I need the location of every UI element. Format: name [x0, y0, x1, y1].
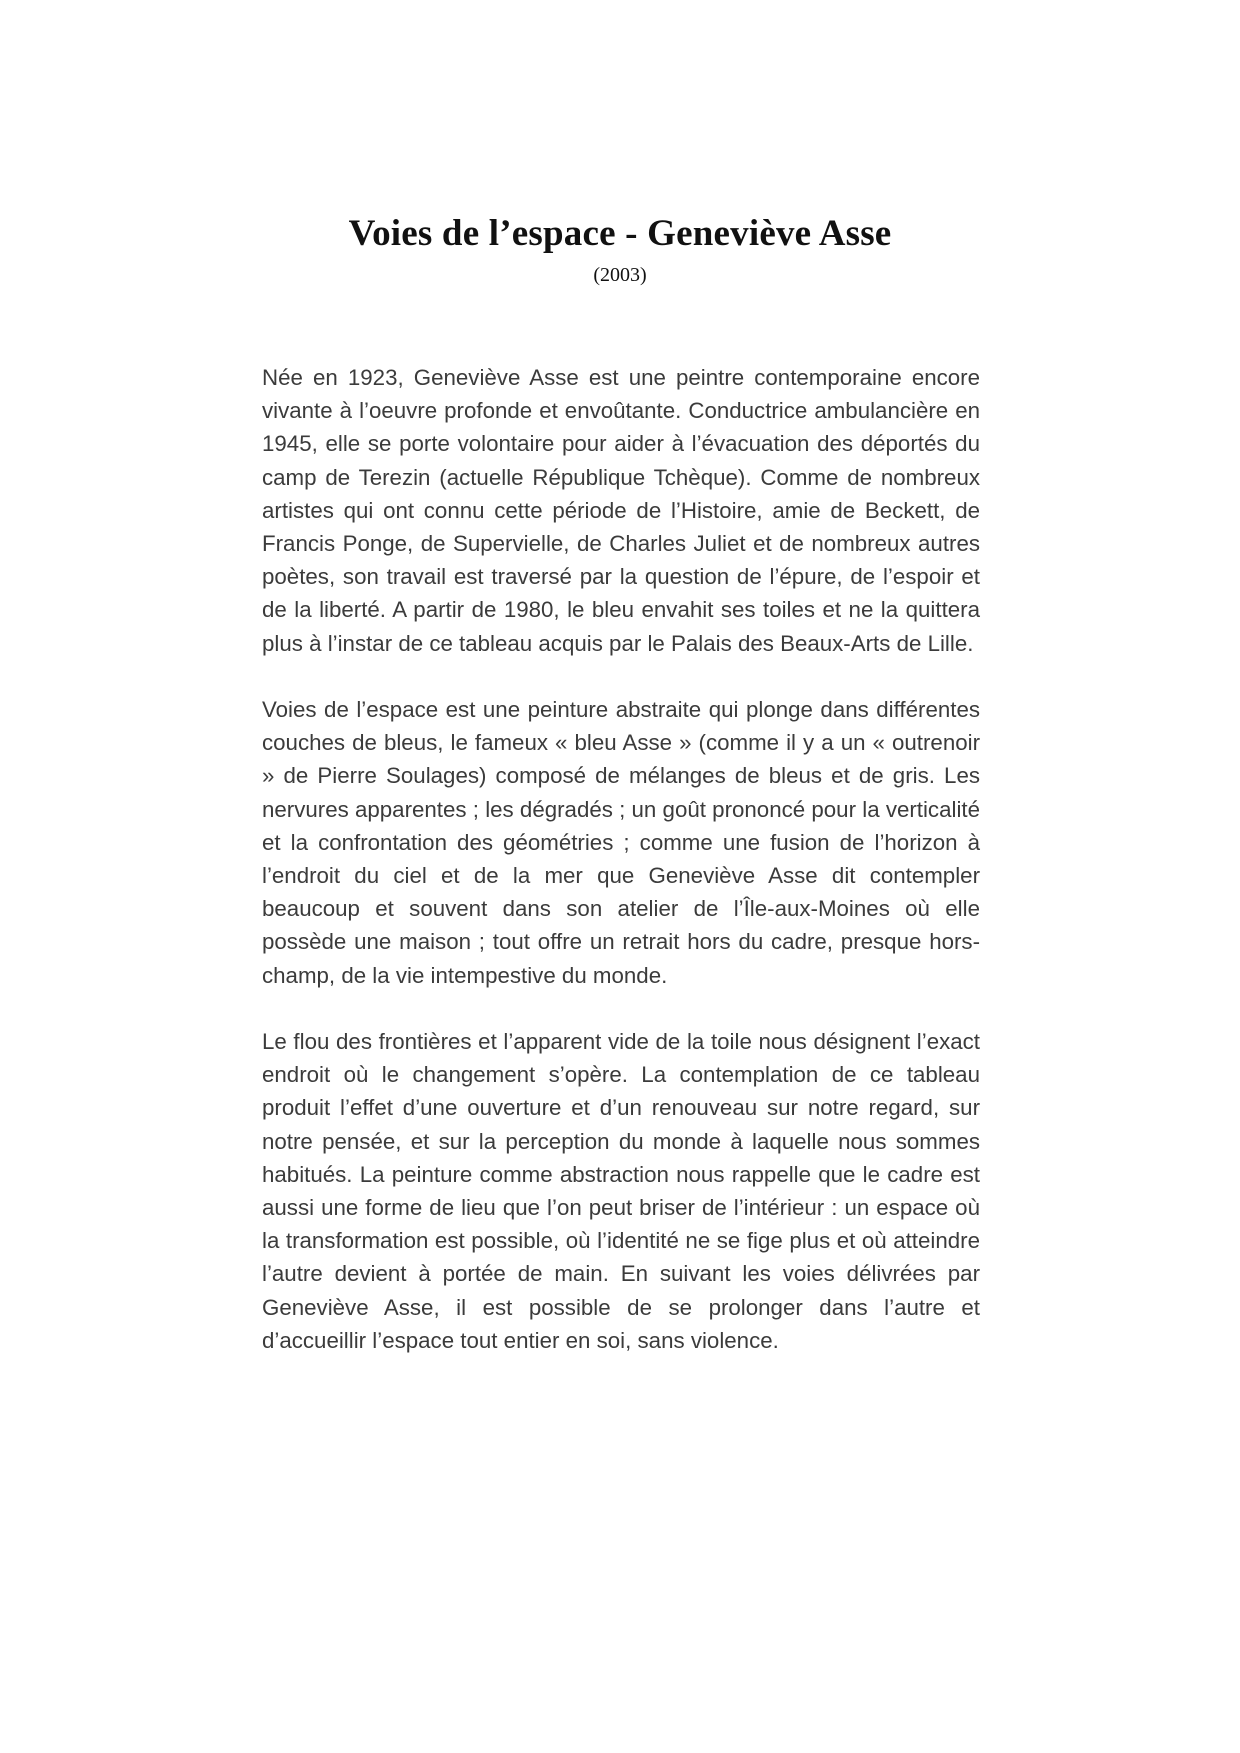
paragraph-interpretation: Le flou des frontières et l’apparent vide de la toile nous désignent l’exact endroit où le changement s’opère. La contemplation de ce tableau produit l’effet d’une ouverture et d’un renouveau sur notre regard, sur notre pensée, et sur la perception du monde à laquelle nous sommes habitués. La peinture comme abstraction nous rappelle que le cadre est aussi une forme de lieu que l’on peut briser de l’intérieur : un espace où la transformation est possible, où l’identité ne se fige plus et où atteindre l’autre devient à portée de main. En suivant les voies délivrées par Geneviève Asse, il est possible de se prolonger dans l’autre et d’accueillir l’espace tout entier en soi, sans violence.	[262, 1029, 980, 1353]
paragraph-description: Voies de l’espace est une peinture abstraite qui plonge dans différentes couches de bleus, le fameux « bleu Asse » (comme il y a un « outrenoir » de Pierre Soulages) composé de mélanges de bleus et de gris. Les nervures apparentes ; les dégradés ; un goût prononcé pour la verticalité et la confrontation des géométries ; comme une fusion de l’horizon à l’endroit du ciel et de la mer que Geneviève Asse dit contempler beaucoup et souvent dans son atelier de l’Île-aux-Moines où elle possède une maison ; tout offre un retrait hors du cadre, presque hors-champ, de la vie intempestive du monde.	[262, 697, 980, 988]
document-body	[262, 361, 980, 1390]
paragraph-biography: Née en 1923, Geneviève Asse est une peintre contemporaine encore vivante à l’oeuvre profonde et envoûtante. Conductrice ambulancière en 1945, elle se porte volontaire pour aider à l’évacuation des déportés du camp de Terezin (actuelle République Tchèque). Comme de nombreux artistes qui ont connu cette période de l’Histoire, amie de Beckett, de Francis Ponge, de Supervielle, de Charles Juliet et de nombreux autres poètes, son travail est traversé par la question de l’épure, de l’espoir et de la liberté. A partir de 1980, le bleu envahit ses toiles et ne la quittera plus à l’instar de ce tableau acquis par le Palais des Beaux-Arts de Lille.	[262, 365, 980, 656]
document-title: Voies de l’espace - Geneviève Asse	[348, 213, 892, 254]
document-year: (2003)	[593, 264, 647, 286]
